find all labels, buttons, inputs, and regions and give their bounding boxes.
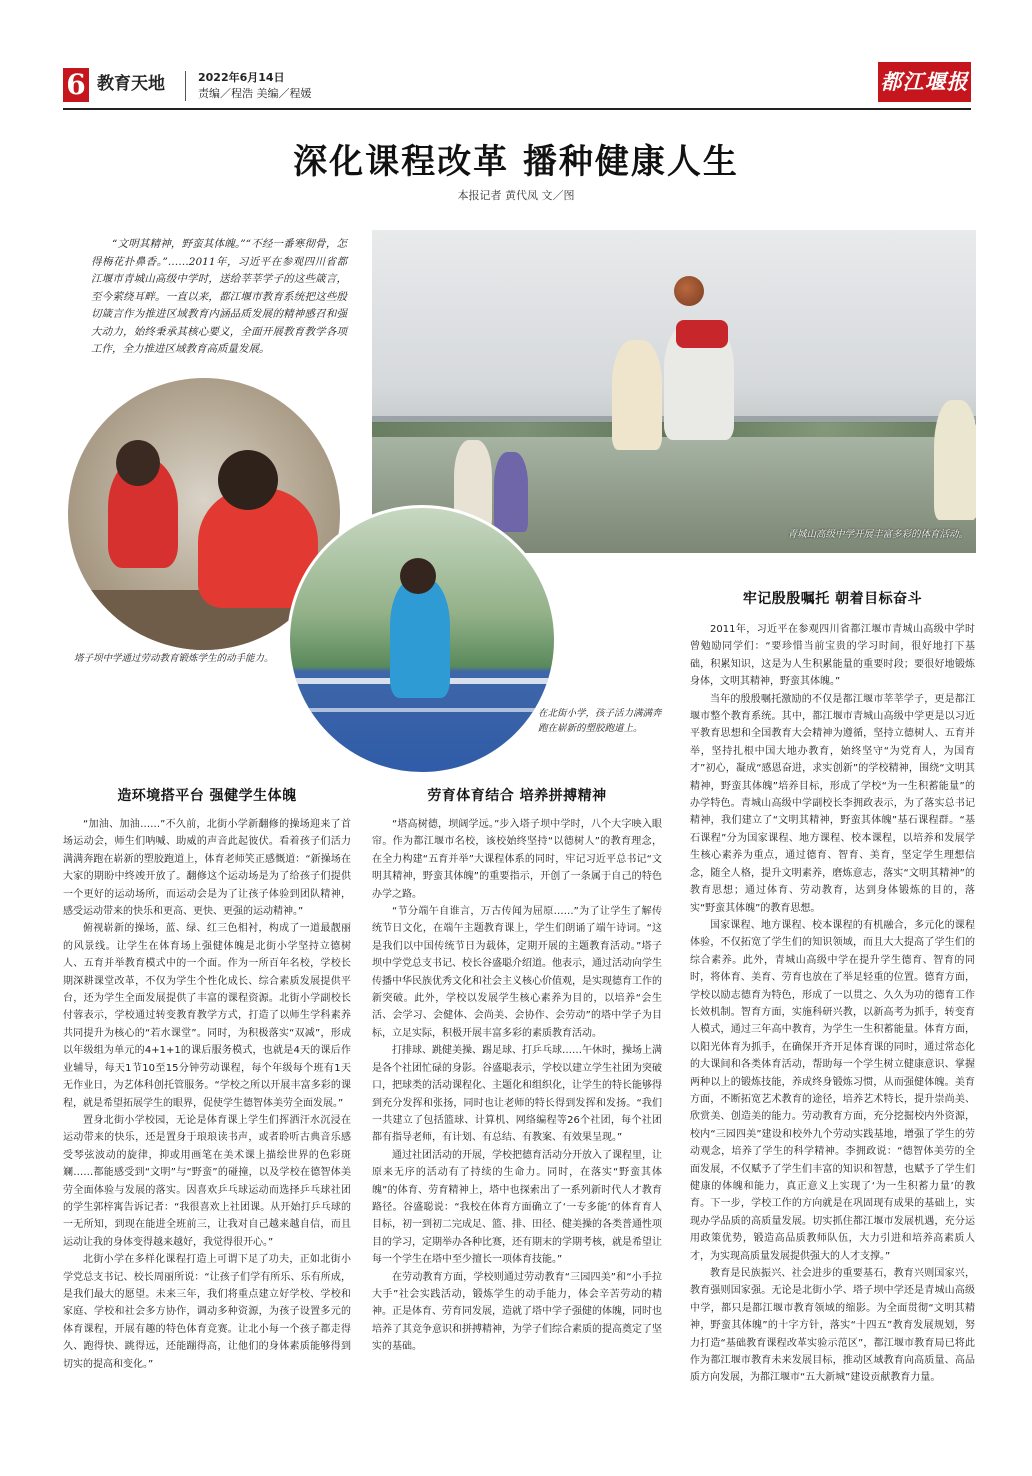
page-number: 6 [63, 68, 89, 102]
player-figure [612, 340, 662, 450]
main-photo-caption: 青城山高级中学开展丰富多彩的体育活动。 [787, 529, 968, 540]
body-paragraph: 置身北街小学校园，无论是体育课上学生们挥洒汗水沉浸在运动带来的快乐，还是置身于琅琅读书声，或者聆听古典音乐感受琴弦波动的旋律，抑或用画笔在美术课上描绘世界的色彩斑斓……都能感受到“文明”与“野蛮”的碰撞，以及学校在德智体美劳全面体验与发展的落实。因喜欢乒乓球运动而选择乒乓球社团的学生郭梓寓告诉记者：“我很喜欢上社团课。从开始打乒乓球的一无所知，到现在能进全班前三，让我对自己越来越自信，而且运动让我的身体变得越来越好，我觉得很开心。” [63, 1114, 351, 1248]
basketball-photo [372, 230, 976, 553]
body-paragraph: 教育是民族振兴、社会进步的重要基石，教育兴则国家兴，教育强则国家强。无论是北街小学、塔子坝中学还是青城山高级中学，都只是都江堰市教育领域的缩影。为全面贯彻“文明其精神，野蛮其体魄”的十字方针，落实“十四五”教育发展规划，努力打造“基础教育课程改革实验示范区”，都江堰市教育局已将此作为都江堰市教育未来发展目标，推动区域教育向高质量、高品质方向发展，为都江堰市“五大新城”建设贡献教育力量。 [690, 1268, 975, 1384]
article-title: 深化课程改革 播种健康人生 [293, 142, 739, 182]
body-paragraph: “加油、加油……”不久前，北街小学新翻修的操场迎来了首场运动会，师生们呐喊、助威的声音此起彼伏。看着孩子们活力满满奔跑在崭新的塑胶跑道上，体育老师笑正感慨道：“新操场在大家的期盼中终竣开放了。翻修这个运动场是为了给孩子们提供一个更好的运动场所，而运动会是为了让孩子体验到团队精神，感受运动带来的快乐和更高、更快、更强的运动精神。” [63, 819, 351, 918]
column-heading: 造环境搭平台 强健学生体魄 [117, 788, 297, 804]
child-head [218, 450, 278, 510]
issue-date: 2022年6月14日 [198, 71, 285, 84]
intro-paragraph: “文明其精神，野蛮其体魄。”“不经一番寒彻骨，怎得梅花扑鼻香。”……2011年，习近平在参观四川省都江堰市青城山高级中学时，送给莘莘学子的这些箴言，至今萦绕耳畔。一直以来，都江堰市教育系统把这些殷切箴言作为推进区域教育内涵品质发展的精神感召和强大动力，始终秉承其核心要义，全面开展教育教学各项工作，全力推进区域教育高质量发展。 [91, 238, 347, 355]
track-line [290, 708, 554, 712]
column-heading: 牢记殷殷嘱托 朝着目标奋斗 [742, 591, 923, 607]
column-beijie-school [63, 786, 351, 1373]
section-title: 教育天地 [97, 74, 165, 94]
labor-photo-caption: 塔子坝中学通过劳动教育锻炼学生的动手能力。 [74, 653, 274, 664]
player-figure [494, 452, 528, 532]
body-paragraph: 在劳动教育方面，学校则通过劳动教育“三园四美”和“小手拉大手”社会实践活动，锻炼学生的动手能力，体会辛苦劳动的精神。正是体育、劳育同发展，造就了塔中学子强健的体魄，同时也培养了其竞争意识和拼搏精神，为学子们综合素质的提高奠定了坚实的基础。 [372, 1271, 662, 1353]
header-rule [63, 108, 971, 110]
column-heading: 劳育体育结合 培养拼搏精神 [427, 788, 607, 804]
article-byline: 本报记者 黄代凤 文／图 [457, 189, 575, 202]
header-divider [185, 71, 186, 101]
body-paragraph: 打排球、跳健美操、踢足球、打乒乓球……午休时，操场上满是各个社团忙碌的身影。谷盛聪表示，学校以建立学生社团为突破口，把球类的活动课程化、主题化和组织化，让学生的特长能够得到充分发挥和张扬，同时也让老师的特长得到发挥和发扬。“我们一共建立了包括篮球、计算机、网络编程等26个社团，每个社团都有指导老师，有计划、有总结、有教案、有效果呈现。” [372, 1045, 662, 1144]
running-track-photo [287, 505, 557, 775]
body-paragraph: “塔高树德，坝阔学远。”步入塔子坝中学时，八个大字映入眼帘。作为都江堰市名校，该校始终坚持“以德树人”的教育理念，在全力构建“五育并举”大课程体系的同时，牢记习近平总书记“文明其精神，野蛮其体魄”的重要指示，开创了一条属于自己的特色办学之路。 [372, 819, 662, 900]
editor-credits: 责编／程浩 美编／程媛 [198, 87, 312, 100]
child-head [116, 440, 160, 486]
player-figure [934, 400, 976, 520]
body-paragraph: 国家课程、地方课程、校本课程的有机融合，多元化的课程体验，不仅拓宽了学生们的知识领域，而且大大提高了学生们的综合素养。此外，青城山高级中学在提升学生德育、智育的同时，将体育、美育、劳育也放在了举足轻重的位置。德育方面，学校以励志德育为特色，形成了一以贯之、久久为功的德育工作长效机制。智育方面，实施科研兴教，以新高考为抓手，转变育人模式，通过三年高中教育，为学生一生积蓄能量。体育方面，以阳光体育为抓手，在确保开齐开足体育课的同时，通过常态化的大课间和各类体育活动，帮助每一个学生树立健康意识、掌握两种以上的锻炼技能，养成终身锻炼习惯，从而强健体魄。美育方面，不断拓宽艺术教育的途径，培养艺术特长，提升崇尚美、欣赏美、创造美的能力。劳动教育方面，充分挖掘校内外资源，校内“三园四美”建设和校外九个劳动实践基地，增强了学生的劳动观念，培养了学生的科学精神。李拥政说：“德智体美劳的全面发展，不仅赋予了学生们丰富的知识和智慧，也赋予了学生们健康的体魄和能力，真正意义上实现了‘为一生积蓄力量’的教育。下一步，学校工作的方向就是在巩固现有成果的基础上，实现办学品质的高质量发展。切实抓住都江堰市发展机遇，充分运用政策优势，锻造高品质教师队伍，大力引进和培养高素质人才，为实现高质量发展提供强大的人才支撑。” [690, 919, 975, 1262]
runner-head [400, 558, 436, 594]
body-paragraph: “节分端午自谁言，万古传闻为屈原……”为了让学生了解传统节日文化，在端午主题教育课上，学生们朗诵了端午诗词。“这是我们以中国传统节日为载体，定期开展的主题教育活动。”塔子坝中学党总支书记、校长谷盛聪介绍道。他表示，通过活动向学生传播中华民族优秀文化和社会主义核心价值观，是实现德育工作的新突破。此外，学校以发展学生核心素养为目的，以培养“会生活、会学习、会健体、会尚美、会协作、会劳动”的塔中学子为目标，立足实际，积极开展丰富多彩的素质教育活动。 [372, 906, 662, 1039]
body-paragraph: 通过社团活动的开展，学校把德育活动分开放入了课程里，让原来无序的活动有了持续的生命力。同时，在落实“野蛮其体魄”的体育、劳育精神上，塔中也探索出了一系列新时代人才教育路径。谷盛聪说：“我校在体育方面确立了‘一专多能’的体育育人目标，初一到初二完成足、篮、排、田径、健美操的各类普通性项目的学习，定期举办各种比赛，还有期末的学期考核，就是希望让每一个学生在塔中至少擅长一项体育技能。” [372, 1149, 662, 1266]
body-paragraph: 2011年，习近平在参观四川省都江堰市青城山高级中学时曾勉励同学们：“要珍惜当前宝贵的学习时间，很好地打下基础，积累知识，这是为人生积累能量的重要时段；要很好地锻炼身体，文明其精神，野蛮其体魄。” [690, 624, 975, 688]
column-qingchengshan-school [690, 589, 975, 1387]
article-intro [91, 236, 347, 359]
running-photo-caption: 在北街小学，孩子活力满满奔跑在崭新的塑胶跑道上。 [538, 708, 662, 734]
body-paragraph: 北街小学在多样化课程打造上可谓下足了功夫，正如北街小学党总支书记、校长周丽所说：“让孩子们学有所乐、乐有所成，是我们最大的愿望。未来三年，我们将重点建立好学校、学校和家庭、学校和社会多方协作，调动多种资源，为孩子设置多元的体育课程，开展有趣的特色体育竞赛。让北小每一个孩子都走得久、跑得快、跳得远，还能蹦得高，让他们的身体素质能够得到切实的提高和变化。” [63, 1254, 351, 1370]
masthead-logo: 都江堰报 [878, 62, 971, 102]
column-tazi-school [372, 786, 662, 1356]
body-paragraph: 当年的殷殷嘱托激励的不仅是都江堰市莘莘学子，更是都江堰市整个教育系统。其中，都江堰市青城山高级中学更是以习近平教育思想和全国教育大会精神为遵循，坚持立德树人、五育并举，坚持扎根中国大地办教育，始终坚守“为党育人，为国育才”初心，凝成“感恩奋进，求实创新”的学校精神，围绕“文明其精神，野蛮其体魄”培养目标，形成了学校“为一生积蓄能量”的办学特色。青城山高级中学副校长李拥政表示，为了落实总书记精神，我们建立了“文明其精神，野蛮其体魄”基石课程群。“基石课程”分为国家课程、地方课程、校本课程，以培养和发展学生核心素养为重点，通过德育、智育、美育，坚定学生理想信念，随全人格，提升文明素养，磨炼意志，落实“文明其精神”的教育思想；通过体育、劳动教育，达到身体锻炼的目的，落实“野蛮其体魄”的教育思想。 [690, 693, 975, 914]
player-red-shirt [676, 320, 728, 348]
basketball [674, 276, 704, 306]
runner-figure [390, 578, 450, 698]
body-paragraph: 俯视崭新的操场，蓝、绿、红三色相衬，构成了一道最靓丽的风景线。让学生在体育场上强健体魄是北街小学坚持立德树人、五育并举教育模式中的一个面。作为一所百年名校，学校长期深耕课堂改革，不仅为学生个性化成长、综合素质发展提供平台，还为学生全面发展提供了丰富的课程资源。北街小学副校长付蓉表示，学校通过转变教育教学方式，打造了以师生学科素养共同提升为核心的“若水课堂”。同时，为积极落实“双减”，形成以年级组为单元的4+1+1的课后服务模式，也就是4天的课后作业辅导，每天1节10至15分钟劳动课程，每个年级每个班有1天无作业日，为艺体科创托管服务。“学校之所以开展丰富多彩的课程，就是希望拓展学生的眼界，促使学生德智体美劳全面发展。” [63, 923, 351, 1109]
